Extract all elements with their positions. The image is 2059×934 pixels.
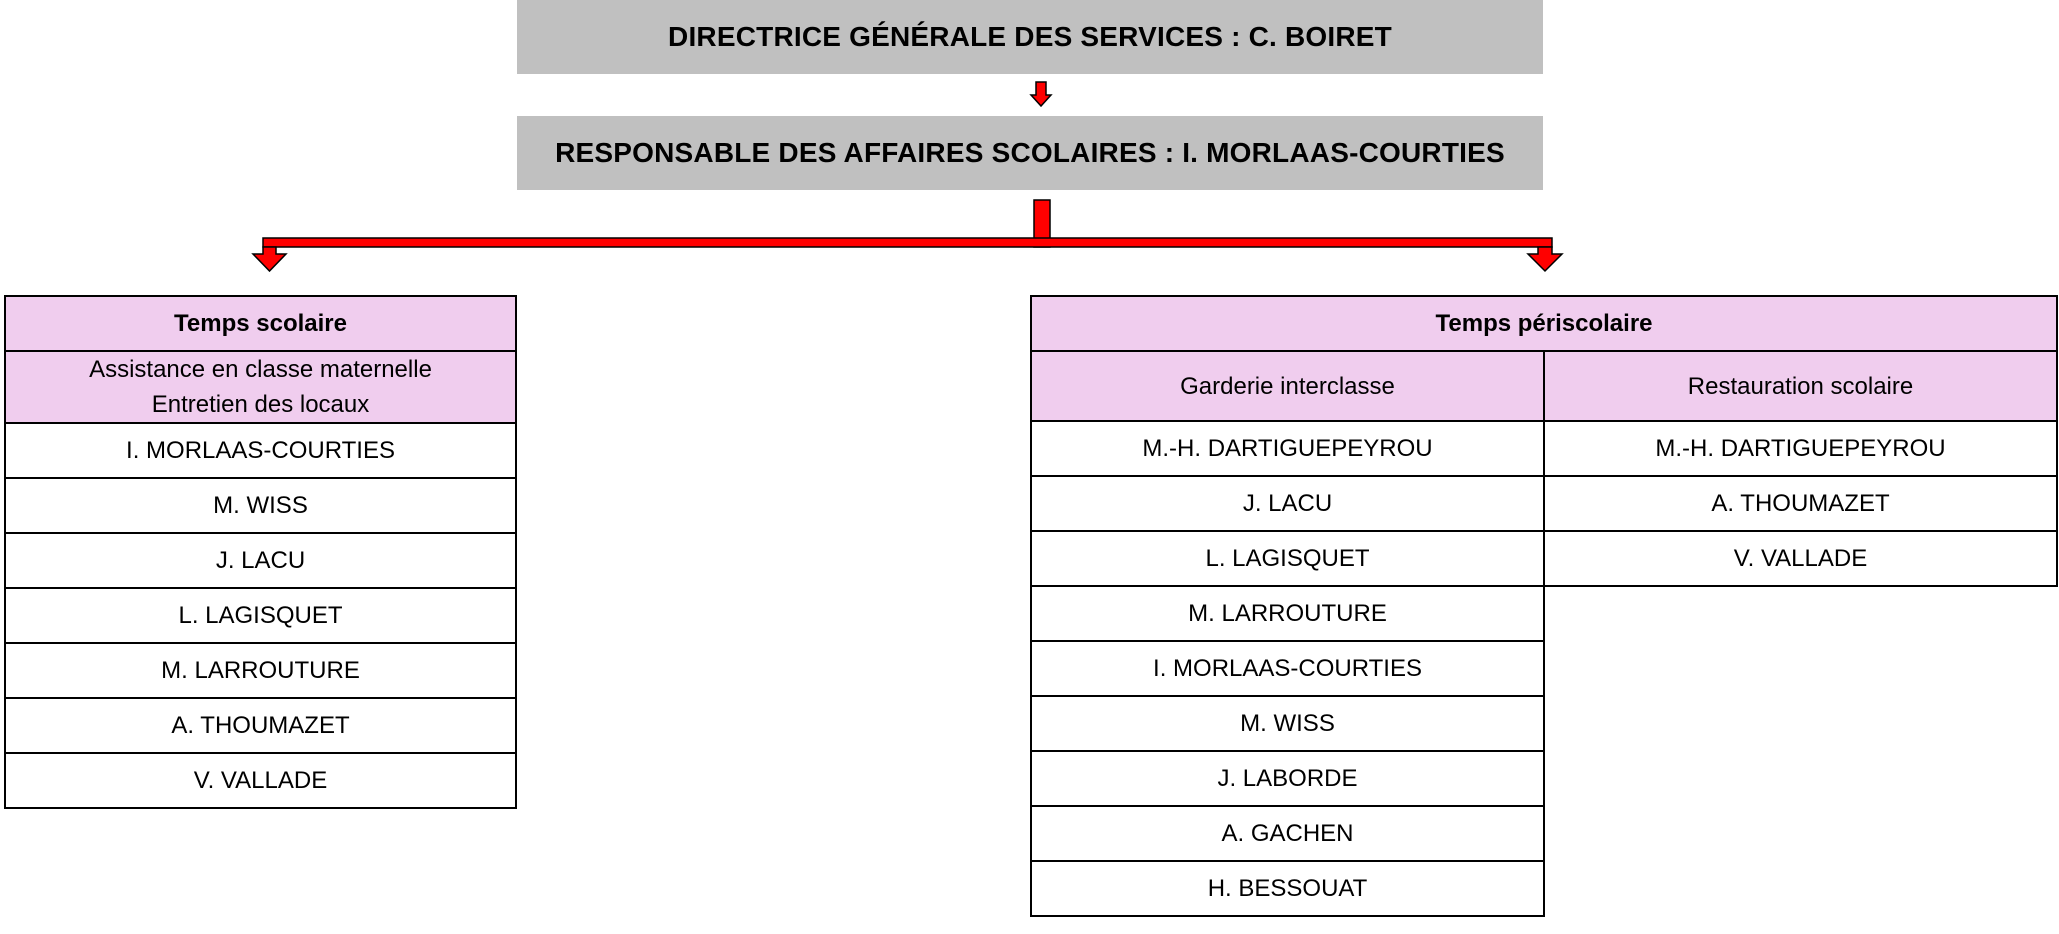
staff-cell: M. WISS [5,478,516,533]
temps-periscolaire-table [1030,295,2058,917]
manager-label: RESPONSABLE DES AFFAIRES SCOLAIRES : I. MORLAAS-COURTIES [555,137,1505,168]
garderie-staff-cell: M.-H. DARTIGUEPEYROU [1031,421,1544,476]
arrow-horizontal-bar [263,238,1552,247]
garderie-staff-cell: H. BESSOUAT [1031,861,1544,916]
temps-scolaire-table [4,295,517,809]
staff-cell: A. THOUMAZET [5,698,516,753]
empty-cell [1544,751,2057,806]
garderie-staff-cell: L. LAGISQUET [1031,531,1544,586]
garderie-title: Garderie interclasse [1031,351,1544,421]
temps-scolaire-subtitle-line1: Assistance en classe maternelle [89,356,432,383]
empty-cell [1544,861,2057,916]
staff-cell: I. MORLAAS-COURTIES [5,423,516,478]
temps-scolaire-subtitle-line2: Entretien des locaux [151,391,370,418]
restauration-staff-cell: M.-H. DARTIGUEPEYROU [1544,421,2057,476]
director-label: DIRECTRICE GÉNÉRALE DES SERVICES : C. BOIRET [668,21,1392,52]
temps-scolaire-title: Temps scolaire [5,296,516,351]
arrow-right-branch [1528,247,1562,271]
empty-cell [1544,586,2057,641]
staff-cell: J. LACU [5,533,516,588]
empty-cell [1544,806,2057,861]
arrow-left-branch [253,247,286,271]
garderie-staff-cell: M. WISS [1031,696,1544,751]
staff-cell: V. VALLADE [5,753,516,808]
staff-cell: L. LAGISQUET [5,588,516,643]
empty-cell [1544,696,2057,751]
restauration-title: Restauration scolaire [1544,351,2057,421]
temps-scolaire-subtitle [5,351,516,423]
empty-cell [1544,641,2057,696]
restauration-staff-cell: V. VALLADE [1544,531,2057,586]
arrow-director-to-manager [1031,82,1051,106]
garderie-staff-cell: J. LABORDE [1031,751,1544,806]
restauration-staff-cell: A. THOUMAZET [1544,476,2057,531]
garderie-staff-cell: I. MORLAAS-COURTIES [1031,641,1544,696]
garderie-staff-cell: A. GACHEN [1031,806,1544,861]
temps-periscolaire-title: Temps périscolaire [1031,296,2057,351]
garderie-staff-cell: J. LACU [1031,476,1544,531]
garderie-staff-cell: M. LARROUTURE [1031,586,1544,641]
staff-cell: M. LARROUTURE [5,643,516,698]
